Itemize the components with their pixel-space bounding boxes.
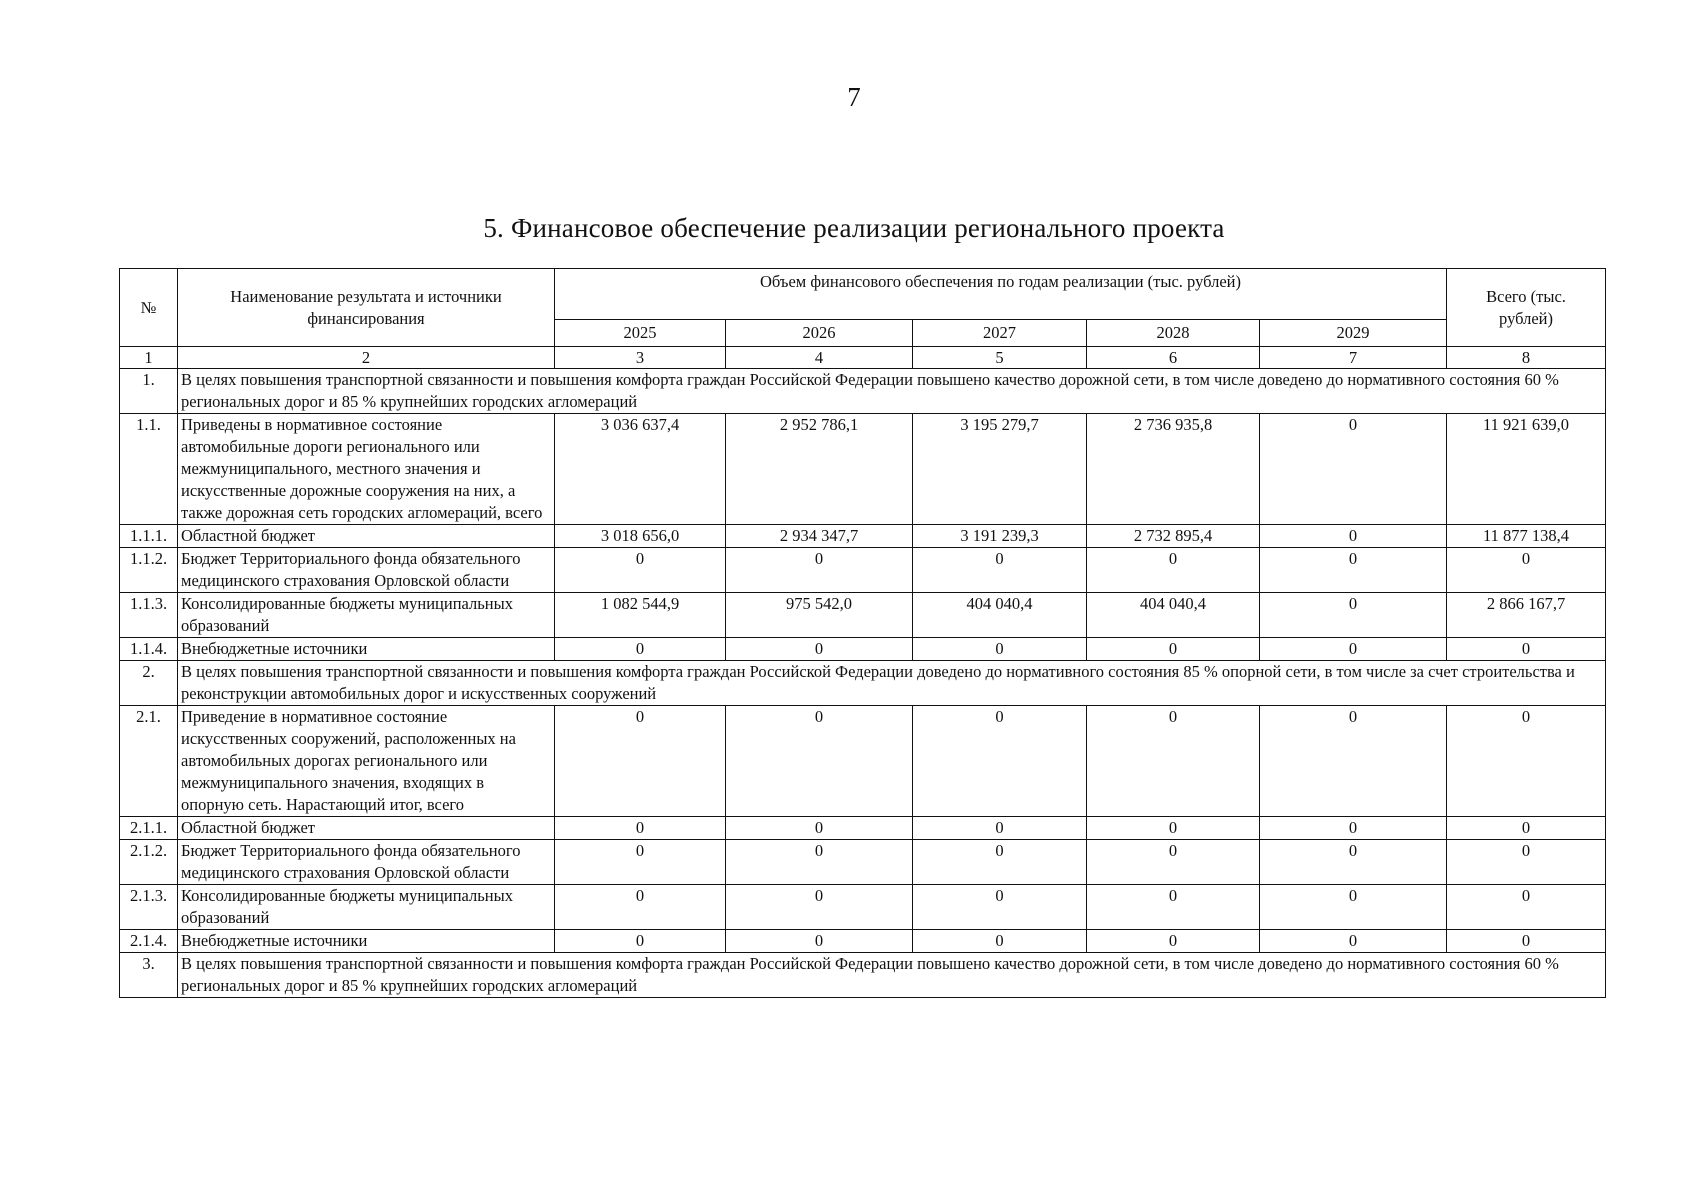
table-row (120, 885, 1606, 930)
total-cell: 0 (1447, 706, 1606, 817)
section-row (120, 953, 1606, 998)
row-number: 2.1.2. (120, 840, 178, 885)
value-cell: 0 (913, 548, 1087, 593)
value-cell: 0 (1260, 638, 1447, 661)
value-cell: 1 082 544,9 (555, 593, 726, 638)
value-cell: 0 (555, 885, 726, 930)
value-cell: 0 (1260, 930, 1447, 953)
value-cell: 0 (1260, 548, 1447, 593)
value-cell: 2 736 935,8 (1087, 414, 1260, 525)
section-description: В целях повышения транспортной связанности и повышения комфорта граждан Российской Федерации повышено качество дорожной сети, в том числе доведено до нормативного состояния 60 % региональных дорог и 85 % крупнейших городских агломераций (178, 953, 1606, 998)
value-cell: 2 934 347,7 (726, 525, 913, 548)
value-cell: 0 (726, 885, 913, 930)
header-year: 2026 (726, 320, 913, 347)
value-cell: 0 (1087, 548, 1260, 593)
row-number: 2. (120, 661, 178, 706)
value-cell: 0 (1260, 840, 1447, 885)
section-description: В целях повышения транспортной связанности и повышения комфорта граждан Российской Федерации повышено качество дорожной сети, в том числе доведено до нормативного состояния 60 % региональных дорог и 85 % крупнейших городских агломераций (178, 369, 1606, 414)
row-number: 1.1.3. (120, 593, 178, 638)
value-cell: 0 (555, 840, 726, 885)
table-row (120, 638, 1606, 661)
header-total: Всего (тыс. рублей) (1447, 269, 1606, 347)
value-cell: 0 (913, 817, 1087, 840)
row-name: Внебюджетные источники (178, 638, 555, 661)
row-number: 2.1.1. (120, 817, 178, 840)
header-name: Наименование результата и источники финансирования (178, 269, 555, 347)
value-cell: 0 (913, 885, 1087, 930)
table-row (120, 706, 1606, 817)
header-no: № (120, 269, 178, 347)
row-number: 1. (120, 369, 178, 414)
row-name: Консолидированные бюджеты муниципальных образований (178, 885, 555, 930)
value-cell: 0 (555, 638, 726, 661)
value-cell: 2 732 895,4 (1087, 525, 1260, 548)
row-number: 2.1.3. (120, 885, 178, 930)
value-cell: 0 (1260, 593, 1447, 638)
value-cell: 3 195 279,7 (913, 414, 1087, 525)
table-row (120, 840, 1606, 885)
value-cell: 0 (1260, 885, 1447, 930)
value-cell: 0 (1260, 817, 1447, 840)
value-cell: 404 040,4 (1087, 593, 1260, 638)
section-row (120, 661, 1606, 706)
header-year: 2027 (913, 320, 1087, 347)
total-cell: 0 (1447, 840, 1606, 885)
row-name: Приведение в нормативное состояние искусственных сооружений, расположенных на автомобильных дорогах регионального или межмуниципального значения, входящих в опорную сеть. Нарастающий итог, всего (178, 706, 555, 817)
table-row (120, 525, 1606, 548)
total-cell: 11 921 639,0 (1447, 414, 1606, 525)
column-index: 6 (1087, 347, 1260, 369)
total-cell: 0 (1447, 885, 1606, 930)
value-cell: 0 (913, 706, 1087, 817)
header-volume: Объем финансового обеспечения по годам реализации (тыс. рублей) (555, 269, 1447, 320)
column-index: 3 (555, 347, 726, 369)
value-cell: 0 (913, 930, 1087, 953)
value-cell: 0 (1087, 885, 1260, 930)
row-name: Внебюджетные источники (178, 930, 555, 953)
value-cell: 0 (726, 548, 913, 593)
table-row (120, 414, 1606, 525)
column-index: 5 (913, 347, 1087, 369)
total-cell: 11 877 138,4 (1447, 525, 1606, 548)
value-cell: 3 191 239,3 (913, 525, 1087, 548)
section-description: В целях повышения транспортной связанности и повышения комфорта граждан Российской Федерации доведено до нормативного состояния 85 % опорной сети, в том числе за счет строительства и реконструкции автомобильных дорог и искусственных сооружений (178, 661, 1606, 706)
section-row (120, 369, 1606, 414)
table-row (120, 593, 1606, 638)
row-name: Приведены в нормативное состояние автомобильные дороги регионального или межмуниципального, местного значения и искусственные дорожные сооружения на них, а также дорожная сеть городских агломераций, всего (178, 414, 555, 525)
value-cell: 0 (913, 638, 1087, 661)
row-number: 1.1.1. (120, 525, 178, 548)
financing-table (119, 268, 1606, 998)
total-cell: 0 (1447, 817, 1606, 840)
table-body (120, 369, 1606, 998)
row-name: Областной бюджет (178, 525, 555, 548)
row-name: Бюджет Территориального фонда обязательного медицинского страхования Орловской области (178, 548, 555, 593)
row-number: 2.1. (120, 706, 178, 817)
value-cell: 0 (1087, 638, 1260, 661)
value-cell: 3 018 656,0 (555, 525, 726, 548)
row-name: Консолидированные бюджеты муниципальных образований (178, 593, 555, 638)
value-cell: 0 (1087, 840, 1260, 885)
section-title: 5. Финансовое обеспечение реализации регионального проекта (483, 213, 1225, 243)
value-cell: 0 (726, 638, 913, 661)
column-index: 1 (120, 347, 178, 369)
value-cell: 0 (555, 930, 726, 953)
table-row (120, 817, 1606, 840)
row-number: 1.1. (120, 414, 178, 525)
value-cell: 0 (555, 548, 726, 593)
value-cell: 0 (726, 817, 913, 840)
value-cell: 3 036 637,4 (555, 414, 726, 525)
value-cell: 0 (1260, 706, 1447, 817)
row-name: Областной бюджет (178, 817, 555, 840)
value-cell: 0 (555, 706, 726, 817)
header-year: 2028 (1087, 320, 1260, 347)
value-cell: 0 (1087, 817, 1260, 840)
row-name: Бюджет Территориального фонда обязательного медицинского страхования Орловской области (178, 840, 555, 885)
column-index: 4 (726, 347, 913, 369)
value-cell: 975 542,0 (726, 593, 913, 638)
total-cell: 0 (1447, 930, 1606, 953)
value-cell: 0 (726, 706, 913, 817)
column-index: 2 (178, 347, 555, 369)
table-row (120, 930, 1606, 953)
row-number: 2.1.4. (120, 930, 178, 953)
value-cell: 0 (1260, 414, 1447, 525)
value-cell: 0 (555, 817, 726, 840)
total-cell: 0 (1447, 548, 1606, 593)
value-cell: 0 (726, 840, 913, 885)
value-cell: 2 952 786,1 (726, 414, 913, 525)
value-cell: 0 (726, 930, 913, 953)
column-index: 7 (1260, 347, 1447, 369)
total-cell: 2 866 167,7 (1447, 593, 1606, 638)
row-number: 1.1.4. (120, 638, 178, 661)
value-cell: 0 (1260, 525, 1447, 548)
value-cell: 0 (1087, 706, 1260, 817)
page-number: 7 (847, 82, 861, 112)
row-number: 3. (120, 953, 178, 998)
column-index: 8 (1447, 347, 1606, 369)
row-number: 1.1.2. (120, 548, 178, 593)
value-cell: 0 (913, 840, 1087, 885)
total-cell: 0 (1447, 638, 1606, 661)
header-year: 2025 (555, 320, 726, 347)
header-year: 2029 (1260, 320, 1447, 347)
value-cell: 0 (1087, 930, 1260, 953)
value-cell: 404 040,4 (913, 593, 1087, 638)
table-row (120, 548, 1606, 593)
